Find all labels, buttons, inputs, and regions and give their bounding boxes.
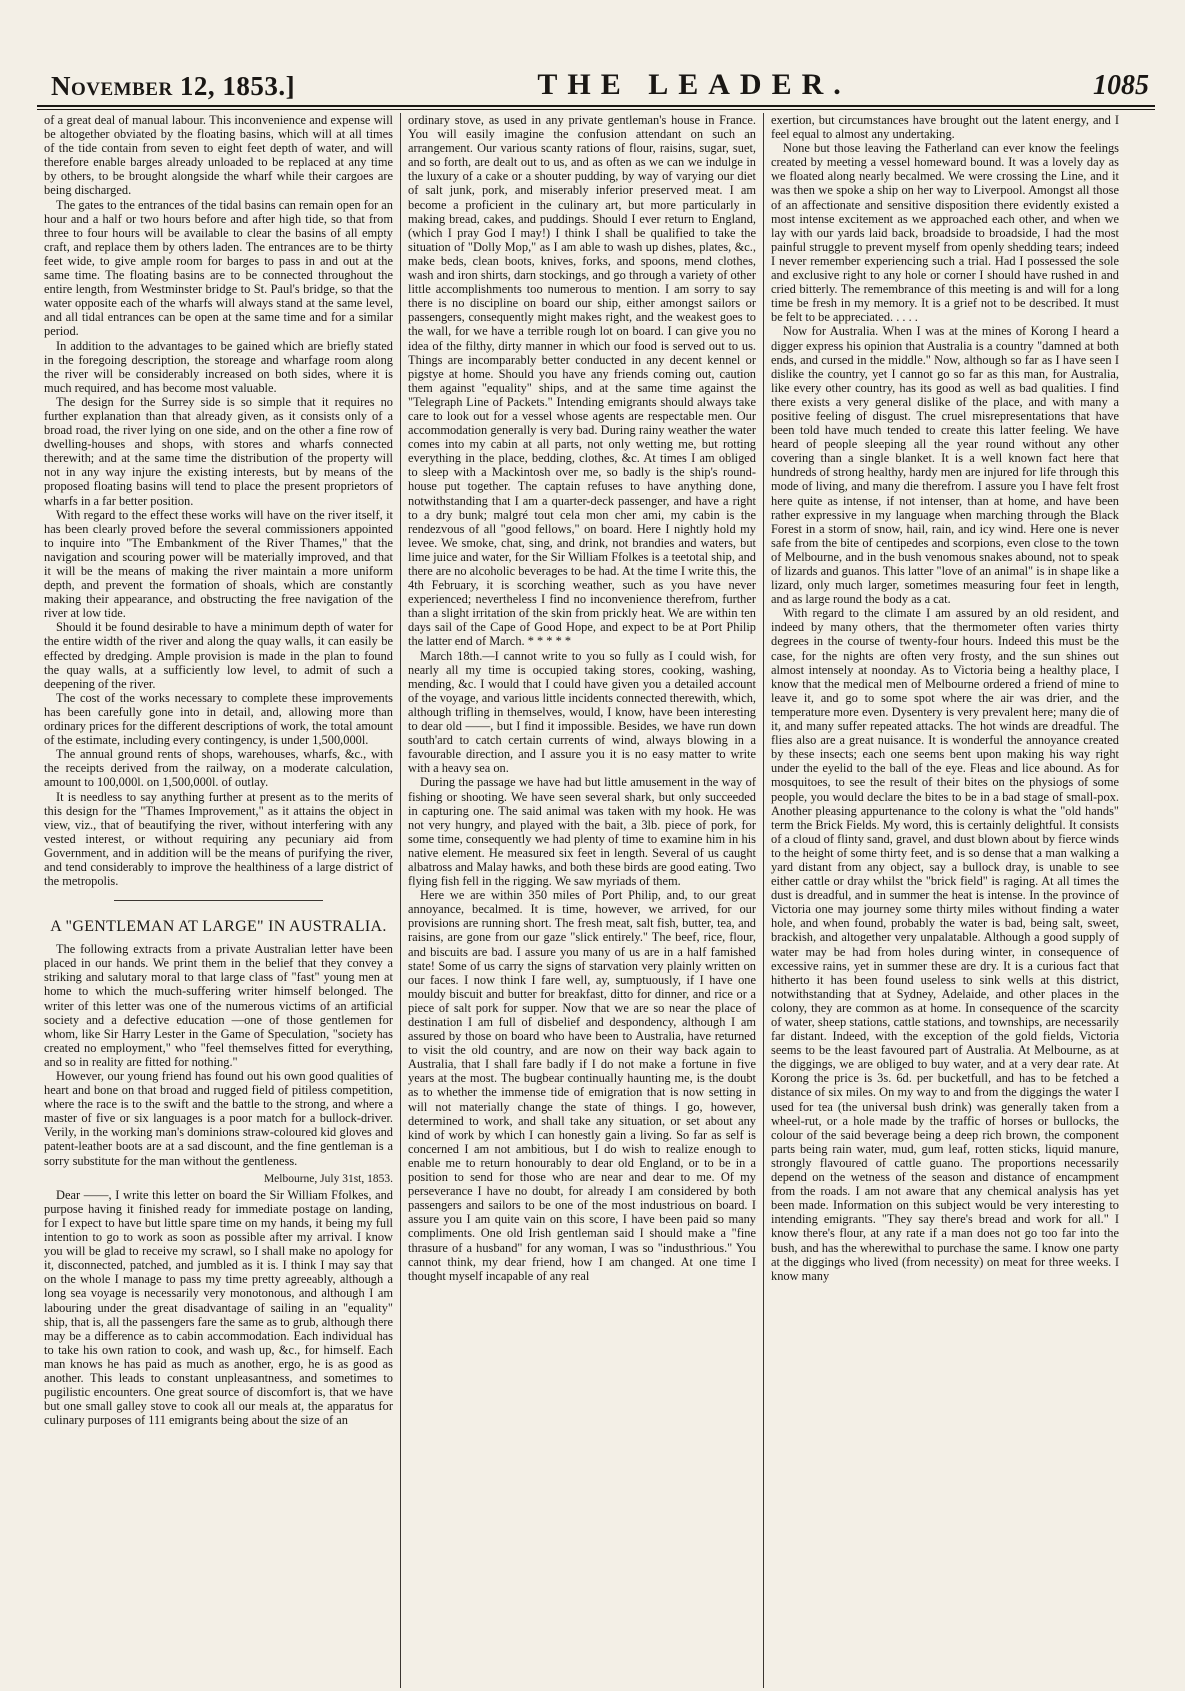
paragraph: Here we are within 350 miles of Port Philip, and, to our great annoyance, becalmed. It is time, however, we arrived, for our provisions are running short. The fresh meat, salt fish, butter, tea, and raisins, are gone from our gaze "slick entirely." The beef, rice, flour, and biscuits are bad. I assure you many of us are in a half famished state! Some of us carry the signs of starvation very plainly written on our faces. I now think I fare well, ay, sumptuously, if I have one mouldy biscuit and butter for breakfast, ditto for dinner, and rice or a piece of salt pork for supper. Now that we are so near the place of destination I am full of disbelief and despondency, although I am assured by those on board who have been to Australia, have returned to visit the old country, and are now on their way back again to Australia, that I shall fare badly if I do not make a fortune in five years at the most. The bugbear continually haunting me, is the doubt as to whether the immense tide of emigration that is now setting in will not materially change the state of things. I go, however, determined to work, and shall take any situation, or set about any kind of work by which I can honestly gain a living. So far as self is concerned I am not ambitious, but I do wish to realize enough to enable me to return honourably to dear old England, or to be in a position to send for those who are near and dear to me. Of my perseverance I have no doubt, for already I am considered by both passengers and sailors to be one of the most industrious on board. I assure you I am quite vain on this score, I have been paid so many compliments. One old Irish gentleman said I should make a "fine thrasure of a husband" for any woman, I was so "industhrious." You cannot think, my dear friend, how I am changed. At one time I thought myself incapable of any real <box>408 888 756 1283</box>
issue-date: November 12, 1853.] <box>51 71 296 101</box>
paragraph: During the passage we have had but little amusement in the way of fishing or shooting. We have seen several shark, but only succeeded in capturing one. The said animal was taken with my hook. He was not very hungry, and played with the bait, a 3lb. piece of pork, for some time, consequently we had plenty of time to examine him in his native element. He measured six feet in length. Several of us caught albatross and Malay hawks, and both these birds are good eating. Two flying fish fell in the rigging. We saw myriads of them. <box>408 775 756 889</box>
paragraph: Should it be found desirable to have a minimum depth of water for the entire width of the river and along the quay walls, it can easily be effected by dredging. Ample provision is made in the plan to found the quay walls, at a sufficiently low level, to admit of such a deepening of the river. <box>44 620 393 691</box>
paragraph: With regard to the effect these works will have on the river itself, it has been clearly proved before the several commissioners appointed to inquire into "The Embankment of the River Thames," that the navigation and scouring power will be materially improved, and that it will be the means of making the river maintain a more uniform depth, and prevent the formation of shoals, which are constantly making their appearance, and obstructing the free navigation of the river at low tide. <box>44 507 393 621</box>
newspaper-title: THE LEADER. <box>537 68 851 101</box>
paragraph: The annual ground rents of shops, warehouses, wharfs, &c., with the receipts derived from the railway, on a moderate calculation, amount to 100,000l. on 1,500,000l. of outlay. <box>44 747 393 790</box>
masthead <box>37 62 1155 102</box>
page-number: 1085 <box>1093 70 1149 101</box>
masthead-rule <box>37 105 1155 107</box>
paragraph: The gates to the entrances of the tidal basins can remain open for an hour and a half or two hours before and after high tide, so that from three to four hours will be available to clear the basins of all empty craft, and replace them by others laden. The entrances are to be thirty feet wide, to give ample room for barges to pass in and out at the same time. The floating basins are to be connected throughout the entire length, from Westminster bridge to St. Paul's bridge, so that the water opposite each of the wharfs will always stand at the same level, and all tidal entrances can be open at the same time and for a similar period. <box>44 197 393 339</box>
paragraph: In addition to the advantages to be gained which are briefly stated in the foregoing description, the storeage and wharfage room along the river will be considerably increased on both sides, where it is much required, and has become most valuable. <box>44 338 393 395</box>
paragraph: The following extracts from a private Australian letter have been placed in our hands. We print them in the belief that they convey a striking and salutary moral to that large class of "fast" young men at home to which the much-suffering writer himself belonged. The writer of this letter was one of the numerous victims of an artificial society and a defective education —one of those gentlemen for whom, like Sir Harry Lester in the Game of Speculation, "society has created no employment," who "feel themselves fitted for everything, and so in reality are fitted for nothing." <box>44 942 393 1069</box>
letter-dateline: Melbourne, July 31st, 1853. <box>263 1172 393 1185</box>
masthead-rule-thin <box>37 109 1155 110</box>
paragraph: However, our young friend has found out his own good qualities of heart and bone on that broad and rugged field of pitiless competition, where the race is to the swift and the battle to the strong, and where a master of five or six languages is a poor match for a bullock-driver. Verily, in the working man's dominions straw-coloured kid gloves and patent-leather boots are at a sad discount, and the fine gentleman is a sorry substitute for the man without the gentleness. <box>44 1069 393 1168</box>
paragraph: of a great deal of manual labour. This inconvenience and expense will be altogether obviated by the floating basins, which will at all times of the tide contain from seven to eight feet depth of water, and will therefore enable barges already unloaded to be replaced at any time by others, to be brought alongside the wharf while their cargoes are being discharged. <box>44 113 393 198</box>
paragraph: None but those leaving the Fatherland can ever know the feelings created by meeting a vessel homeward bound. It was a lovely day as we floated along nearly becalmed. We were crossing the Line, and it was then we spoke a ship on her way to Liverpool. Amongst all those of an affectionate and sensitive disposition there evidently existed a most intense excitement as we approached each other, and when we lay with our yards laid back, broadside to broadside, I had the most painful struggle to prevent myself from openly shedding tears; indeed I never remember experiencing such a trial. Had I possessed the sole and exclusive right to any hole or corner I should have rushed in and cried bitterly. The remembrance of this meeting is and will for a long time be fresh in my memory. It is a grief not to be described. It must be felt to be appreciated. . . . . <box>771 141 1119 325</box>
paragraph: Now for Australia. When I was at the mines of Korong I heard a digger express his opinion that Australia is a country "damned at both ends, and cursed in the middle." Now, although so far as I have seen I dislike the country, yet I cannot go so far as this man, for Australia, like every other country, has its good as well as bad qualities. I find there exists a very general dislike of the place, and with many a positive feeling of disgust. The cruel misrepresentations that have been told have much tended to create this latter feeling. We have heard of people sleeping all the year round without any other covering than a single blanket. It is a well known fact here that hundreds of strong healthy, hardy men are injured for life through this mode of living, and many die therefrom. I assure you I have felt frost here quite as intense, if not intenser, than at home, and have been rather expressive in my language when marching through the Black Forest in a storm of snow, hail, rain, and icy wind. Here one is never safe from the bite of centipedes and scorpions, even close to the town of Melbourne, and in the bush venomous snakes abound, not to speak of lizards and guanos. This latter "love of an animal" is in shape like a lizard, only much larger, sometimes measuring four feet in length, and as large round the body as a cat. <box>771 324 1119 607</box>
column-3 <box>763 113 1126 1688</box>
column-1 <box>37 113 400 1688</box>
article-separator <box>114 900 323 901</box>
paragraph: The design for the Surrey side is so simple that it requires no further explanation than that already given, as it consists only of a broad road, the river lying on one side, and on the other a fine row of dwelling-houses and shops, with stores and wharfs connected therewith; and at the same time the distribution of the property will not in any way injure the existing interests, but by means of the proposed floating basins will tend to place the present proprietors of wharfs in a far better position. <box>44 394 393 508</box>
text-columns <box>37 113 1155 1688</box>
paragraph: March 18th.—I cannot write to you so fully as I could wish, for nearly all my time is occupied taking stores, cooking, washing, mending, &c. I would that I could have given you a detailed account of the voyage, and various little incidents connected therewith, which, although trifling in themselves, would, I know, have been interesting to dear old ——, but I find it impossible. Besides, we have run down south'ard to catch certain currents of wind, always blowing in a favourable direction, and I assure you it is no easy matter to write with a heavy sea on. <box>408 648 756 776</box>
paragraph: Dear ——, I write this letter on board the Sir William Ffolkes, and purpose having it finished ready for immediate postage on landing, for I expect to have but little spare time on my hands, it being my full intention to go to work as soon as possible after my arrival. I know you will be glad to receive my scrawl, so I shall make no apology for it, disconnected, patched, and jumbled as it is. I think I may say that on the whole I manage to pass my time pretty agreeably, although a long sea voyage is necessarily very monotonous, and although I am labouring under the great disadvantage of sailing in an "equality" ship, that is, all the passengers fare the same as to grub, although there may be a difference as to cabin accommodation. Each individual has to take his own ration to cook, and wash up, &c., for himself. Each man knows he has paid as much as another, ergo, he is as good as another. This leads to constant unpleasantness, and sometimes to pugilistic encounters. One great source of discomfort is, that we have but one small galley stove to cook all our meals at, the apparatus for culinary purposes of 111 emigrants being about the size of an <box>44 1187 393 1428</box>
paragraph: With regard to the climate I am assured by an old resident, and indeed by many others, that the thermometer often varies thirty degrees in the course of twenty-four hours. Indeed this must be the case, for the nights are often very frosty, and the sun shines out almost intensely at noonday. As to Victoria being a healthy place, I know that the medical men of Melbourne ordered a friend of mine to leave it, and go to some spot where the air was drier, and the temperature more even. Dysentery is very prevalent here; many die of it, and many suffer repeated attacks. The hot winds are dreadful. The flies also are a great nuisance. It is wonderful the annoyance created by these insects; each one seems bent upon making his way right under the eyelid to the ball of the eye. Fleas and lice abound. As for mosquitoes, to see the result of their bites on the physiogs of some people, you would declare the bites to be in a bad stage of small-pox. Another pleasing appurtenance to the colony is what the "old hands" term the Brick Fields. My word, this is certainly delightful. It consists of a cloud of flinty sand, gravel, and dust blown about by fierce winds to the height of some thirty feet, and is so dense that a man walking a yard distant from any object, say a bullock dray, is unable to see either cattle or dray whilst the "brick field" is raging. At all times the dust is dreadful, and in summer the heat is intense. In the province of Victoria one may journey some thirty miles without finding a water hole, and when found, probably the water is bad, being salt, sweet, brackish, and altogether very unpalatable. Although a good supply of water may be had from holes during winter, in consequence of excessive rains, yet in summer these are dry. It is a curious fact that hitherto it has been found useless to sink wells at this district, notwithstanding that at Sydney, Adelaide, and other places in the colony, they are common as at home. In consequence of the scarcity of water, sheep stations, cattle stations, and townships, are necessarily far distant. Indeed, with the exception of the gold fields, Victoria seems to be the least favoured part of Australia. At Melbourne, as at the diggings, we are obliged to buy water, and at a very dear rate. At Korong the price is 3s. 6d. per bucketfull, and has to be fetched a distance of six miles. On my way to and from the diggings the water I used for tea (the universal bush drink) was generally taken from a wheel-rut, or a hole made by the traffic of horses or bullocks, the colour of the said beverage being a deep rich brown, the component parts being rain water, mud, gum leaf, rotten sticks, liquid manure, strongly flavoured of cattle guano. The proportions necessarily depend on the wetness of the season and distance of encampment from the roads. I am not aware that any chemical analysis has yet been made. Information on this subject would be very interesting to intending emigrants. "They say there's bread and work for all." I know there's flour, at any rate if a man does not go too far into the bush, and has the wherewithal to purchase the same. I know one party at the diggings who lived (from necessity) on meat for three weeks. I know many <box>771 606 1119 1283</box>
paragraph: It is needless to say anything further at present as to the merits of this design for the "Thames Improvement," as it attains the object in view, viz., that of beautifying the river, without interfering with any vested interest, or without requiring any pecuniary aid from Government, and in addition will be the means of purifying the river, and tend considerably to improve the healthiness of a large district of the metropolis. <box>44 789 393 889</box>
column-2 <box>400 113 763 1688</box>
article-title: A "GENTLEMAN AT LARGE" IN AUSTRALIA. <box>50 918 387 936</box>
paragraph: ordinary stove, as used in any private gentleman's house in France. You will easily imagine the confusion attendant on such an arrangement. Our various scanty rations of flour, raisins, sugar, suet, and so forth, are dealt out to us, and as often as we can we indulge in the luxury of a cake or a shouter pudding, by way of varying our diet of salt junk, pork, and miserably inferior preserved meat. I am become a proficient in the culinary art, but more particularly in making bread, cakes, and puddings. Should I ever return to England, (which I pray God I may!) I think I shall be qualified to take the situation of "Dolly Mop," as I am able to wash up dishes, plates, &c., make beds, clean boots, knives, forks, and spoons, mend clothes, wash and iron shirts, darn stockings, and go through a variety of other little accomplishments too numerous to mention. I am sorry to say there is no discipline on board our ship, either amongst sailors or passengers, consequently might makes right, and the weakest goes to the wall, for we have a terrible rough lot on board. I can give you no idea of the filthy, dirty manner in which our food is served out to us. Things are incomparably better conducted in any decent kennel or pigstye at home. Should you have any friends coming out, caution them against "equality" ships, and at the same time against the "Telegraph Line of Packets." Intending emigrants should always take care to look out for a vessel whose agents are respectable men. Our accommodation generally is very bad. During rainy weather the water comes into my cabin at all parts, not only wetting me, but rotting everything in the place, bedding, clothes, &c. At times I am obliged to sleep with a Mackintosh over me, so badly is the ship's round-house put together. The captain refuses to have anything done, notwithstanding that I am a quarter-deck passenger, and have a right to a dry bunk; malgré tout cela mon cher ami, my cabin is the rendezvous of all "good fellows," on board. Here I nightly hold my levee. We smoke, chat, sing, and drink, not brandies and waters, but lime juice and water, for the Sir William Ffolkes is a teetotal ship, and there are no alcoholic beverages to be had. At the time I write this, the 4th February, it is scorching weather, such as you have never experienced; nevertheless I find no inconvenience therefrom, further than a slight irritation of the skin from prickly heat. We are within ten days sail of the Cape of Good Hope, and expect to be at Port Philip the latter end of March. * * * * * <box>408 113 756 649</box>
paragraph: The cost of the works necessary to complete these improvements has been carefully gone into in detail, and, allowing more than ordinary prices for the different descriptions of work, the total amount of the estimate, including every contingency, is under 1,500,000l. <box>44 690 393 748</box>
paragraph: exertion, but circumstances have brought out the latent energy, and I feel equal to almost any undertaking. <box>771 113 1119 142</box>
